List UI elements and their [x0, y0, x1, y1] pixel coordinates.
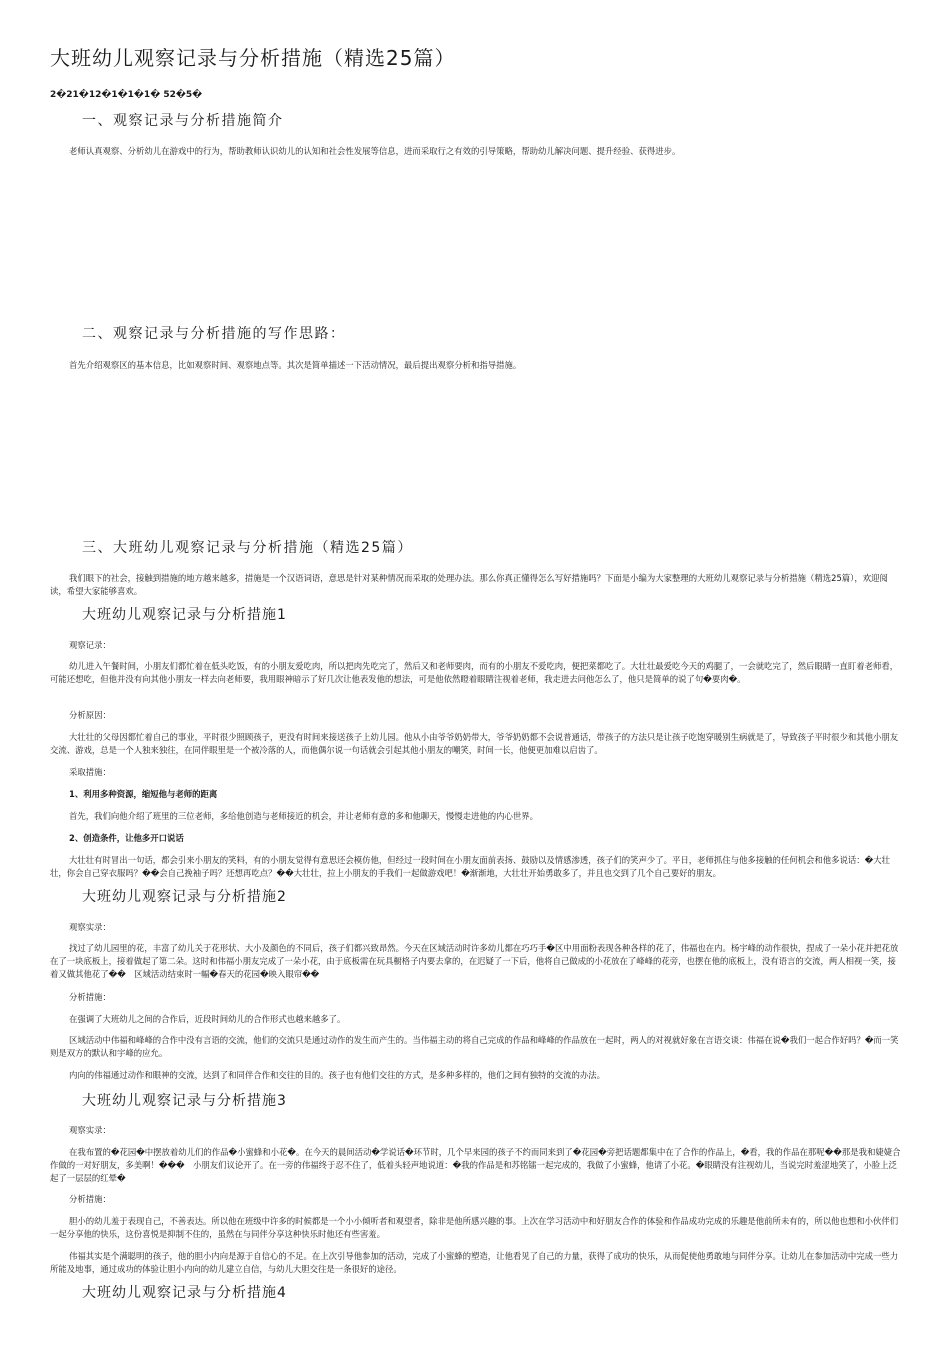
- article2-record-text: 找过了幼儿园里的花，丰富了幼儿关于花形状、大小及颜色的不同后，孩子们都兴致昂然。今天在区域活动时许多幼儿都在巧巧手�区中用面粉表现各种各样的花了，伟福也在内。杨宇峰的动作很快，捏成了一朵小花并把花放在了一块底板上，接着做起了第二朵。这时和伟福小朋友完成了一朵小花，由于底板需在玩具橱格子内要去拿的，在迟疑了一下后，他将自己做成的小花放在了峰峰的花旁，也摆在他的底板上，没有语言的交流，两人相视一笑，接着又做其他花了�� 区域活动结束时一幅�春天的花园�映入眼帘��: [50, 943, 899, 979]
- article3-record-text: 在我布置的�花园�中摆放着幼儿们的作品�小蜜蜂和小花�。在今天的晨间活动�学说话�环节时，几个早来园的孩子不约而同来到了�花园�旁把话题都集中在了合作的作品上，�看，我的作品在那呢��那是我和婕婕合作做的一对好朋友，多美啊！��� 小朋友们议论开了。在一旁的伟福终于忍不住了，低着头轻声地说道：�我的作品是和苏铭镭一起完成的，我做了小蜜蜂，他请了小花。�眼睛没有注视幼儿，当说完时羞涩地笑了，小脸上泛起了一层层的红晕�: [50, 1147, 901, 1183]
- label-analysis-measures: 分析措施：: [69, 992, 111, 1002]
- article3-measure1-text: 胆小的幼儿羞于表现自己，不善表达。所以他在班级中许多的时候都是一个小小倾听者和观望者，除非是他所感兴趣的事。上次在学习活动中和好朋友合作的体验和作品成功完成的乐趣是他前所未有的，所以他也想和小伙伴们一起分享他的快乐，这份喜悦是抑制不住的，虽然在与同伴分享这种快乐时他还有些害羞。: [50, 1216, 899, 1239]
- section-heading-intro: 一、观察记录与分析措施简介: [82, 113, 284, 129]
- article-heading-1: 大班幼儿观察记录与分析措施1: [82, 607, 287, 623]
- publish-date: 2�21�12�1�1�1� 52�5�: [50, 90, 203, 100]
- section-articles-intro: 我们眼下的社会，接触到措施的地方越来越多，措施是一个汉语词语，意思是针对某种情况而采取的处理办法。那么你真正懂得怎么写好措施吗？下面是小编为大家整理的大班幼儿观察记录与分析措施（精选25篇），欢迎阅读，希望大家能够喜欢。: [50, 573, 888, 596]
- section-intro-text: 老师认真观察、分析幼儿在游戏中的行为，帮助教师认识幼儿的认知和社会性发展等信息，进而采取行之有效的引导策略，帮助幼儿解决问题、提升经验、获得进步。: [69, 146, 681, 156]
- article2-measure2-text: 区域活动中伟福和峰峰的合作中没有言语的交流，他们的交流只是通过动作的发生而产生的。当伟福主动的将自己完成的作品和峰峰的作品放在一起时，两人的对视就好象在言语交谈：伟福在说�我们一起合作好吗？�而一笑则是双方的默认和宇峰的应允。: [50, 1035, 899, 1058]
- article3-measure2-text: 伟福其实是个满聪明的孩子，他的胆小内向是源于自信心的不足。在上次引导他参加的活动，完成了小蜜蜂的塑造，让他看见了自己的力量，获得了成功的快乐，从而促使他勇敢地与同伴分享。让幼儿在参加活动中完成一些力所能及地事，通过成功的体验让胆小内向的幼儿建立自信，与幼儿大胆交往是一条很好的途径。: [50, 1251, 899, 1274]
- measure1-text: 首先，我们向他介绍了班里的三位老师，多给他创造与老师接近的机会，并让老师有意的多和他聊天，慢慢走进他的内心世界。: [69, 811, 538, 821]
- article-heading-2: 大班幼儿观察记录与分析措施2: [82, 889, 287, 905]
- section-writing-text: 首先介绍观察区的基本信息，比如观察时间、观察地点等。其次是简单描述一下活动情况，最后提出观察分析和指导措施。: [69, 360, 522, 370]
- article-heading-3: 大班幼儿观察记录与分析措施3: [82, 1093, 287, 1109]
- label-observation-record: 观察实录：: [69, 922, 111, 932]
- article2-measure3-text: 内向的伟福通过动作和眼神的交流，达到了和同伴合作和交往的目的。孩子也有他们交往的方式，是多种多样的，他们之间有独特的交流的办法。: [69, 1070, 605, 1080]
- label-analysis-reason: 分析原因：: [69, 710, 111, 720]
- measure2-title: 2、创造条件，让他多开口说话: [69, 833, 184, 843]
- label-observation-record: 观察记录：: [69, 640, 111, 650]
- article1-record-text: 幼儿进入午餐时间，小朋友们都忙着在低头吃饭，有的小朋友爱吃肉，所以把肉先吃完了，然后又和老师要肉，而有的小朋友不爱吃肉，便把菜都吃了。大壮壮最爱吃今天的鸡腿了，一会就吃完了，然后眼睛一直盯着老师看，可能还想吃，但他并没有向其他小朋友一样去向老师要，我用眼神暗示了好几次让他表发他的想法，可是他依然瞪着眼睛注视着老师，我走进去问他怎么了，他只是简单的说了句�要肉�。: [50, 661, 899, 684]
- document-title: 大班幼儿观察记录与分析措施（精选25篇）: [50, 46, 456, 70]
- measure2-text: 大壮壮有时冒出一句话，都会引来小朋友的笑料，有的小朋友觉得有意思还会模仿他，但经过一段时间在小朋友面前表扬、鼓励以及情感渗透，孩子们的笑声少了。平日，老师抓住与他多接触的任何机会和他多说话：�大壮壮，你会自己穿衣服吗？��会自己挽袖子吗？还想再吃点？��大壮壮，拉上小朋友的手我们一起做游戏吧！�渐渐地，大壮壮开始勇敢多了，并且也交到了几个自己要好的朋友。: [50, 855, 890, 878]
- article1-reason-text: 大壮壮的父母因都忙着自己的事业，平时很少照顾孩子，更没有时间来接送孩子上幼儿园。他从小由爷爷奶奶带大，爷爷奶奶都不会说普通话，带孩子的方法只是让孩子吃饱穿暖别生病就是了，导致孩子平时很少和其他小朋友交流、游戏，总是一个人独来独往，在同伴眼里是一个被冷落的人，而他偶尔说一句话就会引起其他小朋友的嘲笑，时间一长，他便更加难以启齿了。: [50, 732, 899, 755]
- label-measures: 采取措施：: [69, 767, 111, 777]
- article2-measure1-text: 在强调了大班幼儿之间的合作后，近段时间幼儿的合作形式也越来越多了。: [69, 1014, 346, 1024]
- label-analysis-measures: 分析措施：: [69, 1194, 111, 1204]
- section-heading-writing: 二、观察记录与分析措施的写作思路：: [82, 326, 346, 342]
- section-heading-articles: 三、大班幼儿观察记录与分析措施（精选25篇）: [82, 540, 413, 556]
- measure1-title: 1、利用多种资源，缩短他与老师的距离: [69, 789, 218, 799]
- article-heading-4: 大班幼儿观察记录与分析措施4: [82, 1285, 287, 1301]
- label-observation-record: 观察实录：: [69, 1125, 111, 1135]
